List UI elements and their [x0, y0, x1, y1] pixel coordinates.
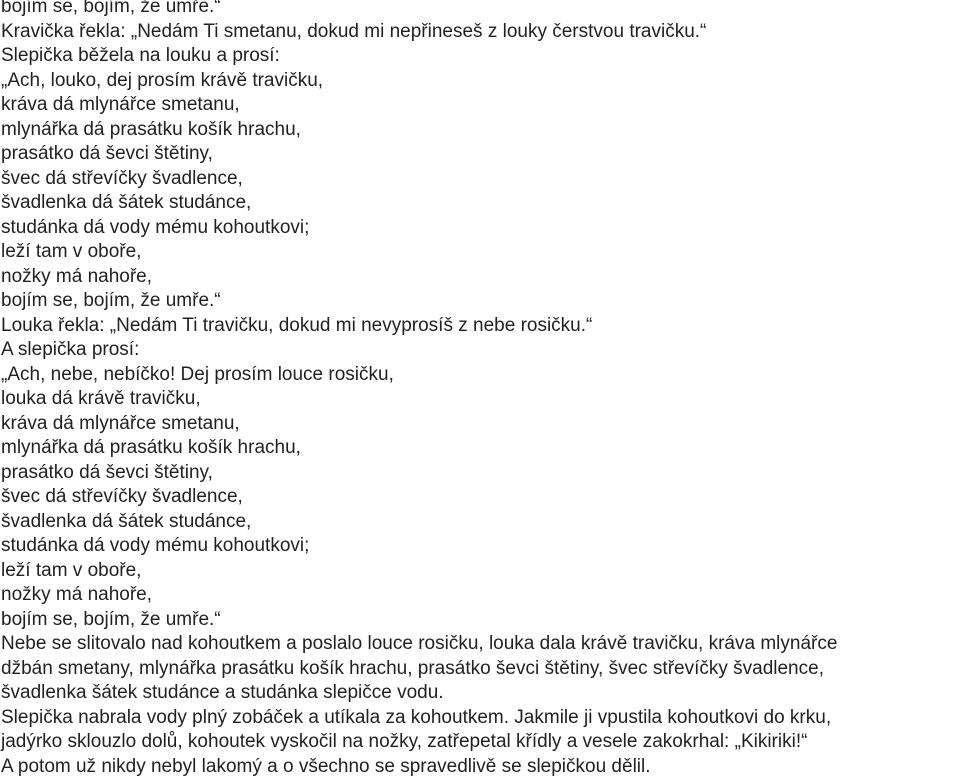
text-line: studánka dá vody mému kohoutkovi;	[1, 216, 959, 241]
text-line: kráva dá mlynářce smetanu,	[1, 93, 959, 118]
text-line: kráva dá mlynářce smetanu,	[1, 412, 959, 437]
text-line: bojím se, bojím, že umře.“	[1, 289, 959, 314]
text-line: Kravička řekla: „Nedám Ti smetanu, dokud mi nepřineseš z louky čerstvou travičku.“	[1, 20, 959, 45]
text-line: bojím se, bojím, že umře.“	[1, 608, 959, 633]
text-line: Nebe se slitovalo nad kohoutkem a poslalo louce rosičku, louka dala krávě travičku, kráva mlynářce	[1, 632, 959, 657]
text-line: mlynářka dá prasátku košík hrachu,	[1, 436, 959, 461]
text-line: nožky má nahoře,	[1, 583, 959, 608]
text-line: „Ach, louko, dej prosím krávě travičku,	[1, 69, 959, 94]
text-line: nožky má nahoře,	[1, 265, 959, 290]
text-line: „Ach, nebe, nebíčko! Dej prosím louce rosičku,	[1, 363, 959, 388]
text-line: mlynářka dá prasátku košík hrachu,	[1, 118, 959, 143]
text-line: leží tam v oboře,	[1, 240, 959, 265]
text-line: švadlenka šátek studánce a studánka slepičce vodu.	[1, 681, 959, 706]
text-line: prasátko dá ševci štětiny,	[1, 142, 959, 167]
document-text	[1, 0, 959, 779]
text-line: švec dá střevíčky švadlence,	[1, 485, 959, 510]
text-line: Slepička běžela na louku a prosí:	[1, 44, 959, 69]
text-line: jadýrko sklouzlo dolů, kohoutek vyskočil na nožky, zatřepetal křídly a vesele zakokrhal: „Kikiriki!“	[1, 730, 959, 755]
text-line: švec dá střevíčky švadlence,	[1, 167, 959, 192]
text-line: švadlenka dá šátek studánce,	[1, 510, 959, 535]
text-line: prasátko dá ševci štětiny,	[1, 461, 959, 486]
text-line: Louka řekla: „Nedám Ti travičku, dokud mi nevyprosíš z nebe rosičku.“	[1, 314, 959, 339]
text-line: leží tam v oboře,	[1, 559, 959, 584]
text-line: bojím se, bojím, že umře.“	[1, 0, 959, 20]
text-line: A potom už nikdy nebyl lakomý a o všechno se spravedlivě se slepičkou dělil.	[1, 755, 959, 779]
text-line: A slepička prosí:	[1, 338, 959, 363]
text-line: Slepička nabrala vody plný zobáček a utíkala za kohoutkem. Jakmile ji vpustila kohoutkovi do krku,	[1, 706, 959, 731]
text-line: studánka dá vody mému kohoutkovi;	[1, 534, 959, 559]
text-line: džbán smetany, mlynářka prasátku košík hrachu, prasátko ševci štětiny, švec střevíčky švadlence,	[1, 657, 959, 682]
text-line: louka dá krávě travičku,	[1, 387, 959, 412]
text-line: švadlenka dá šátek studánce,	[1, 191, 959, 216]
